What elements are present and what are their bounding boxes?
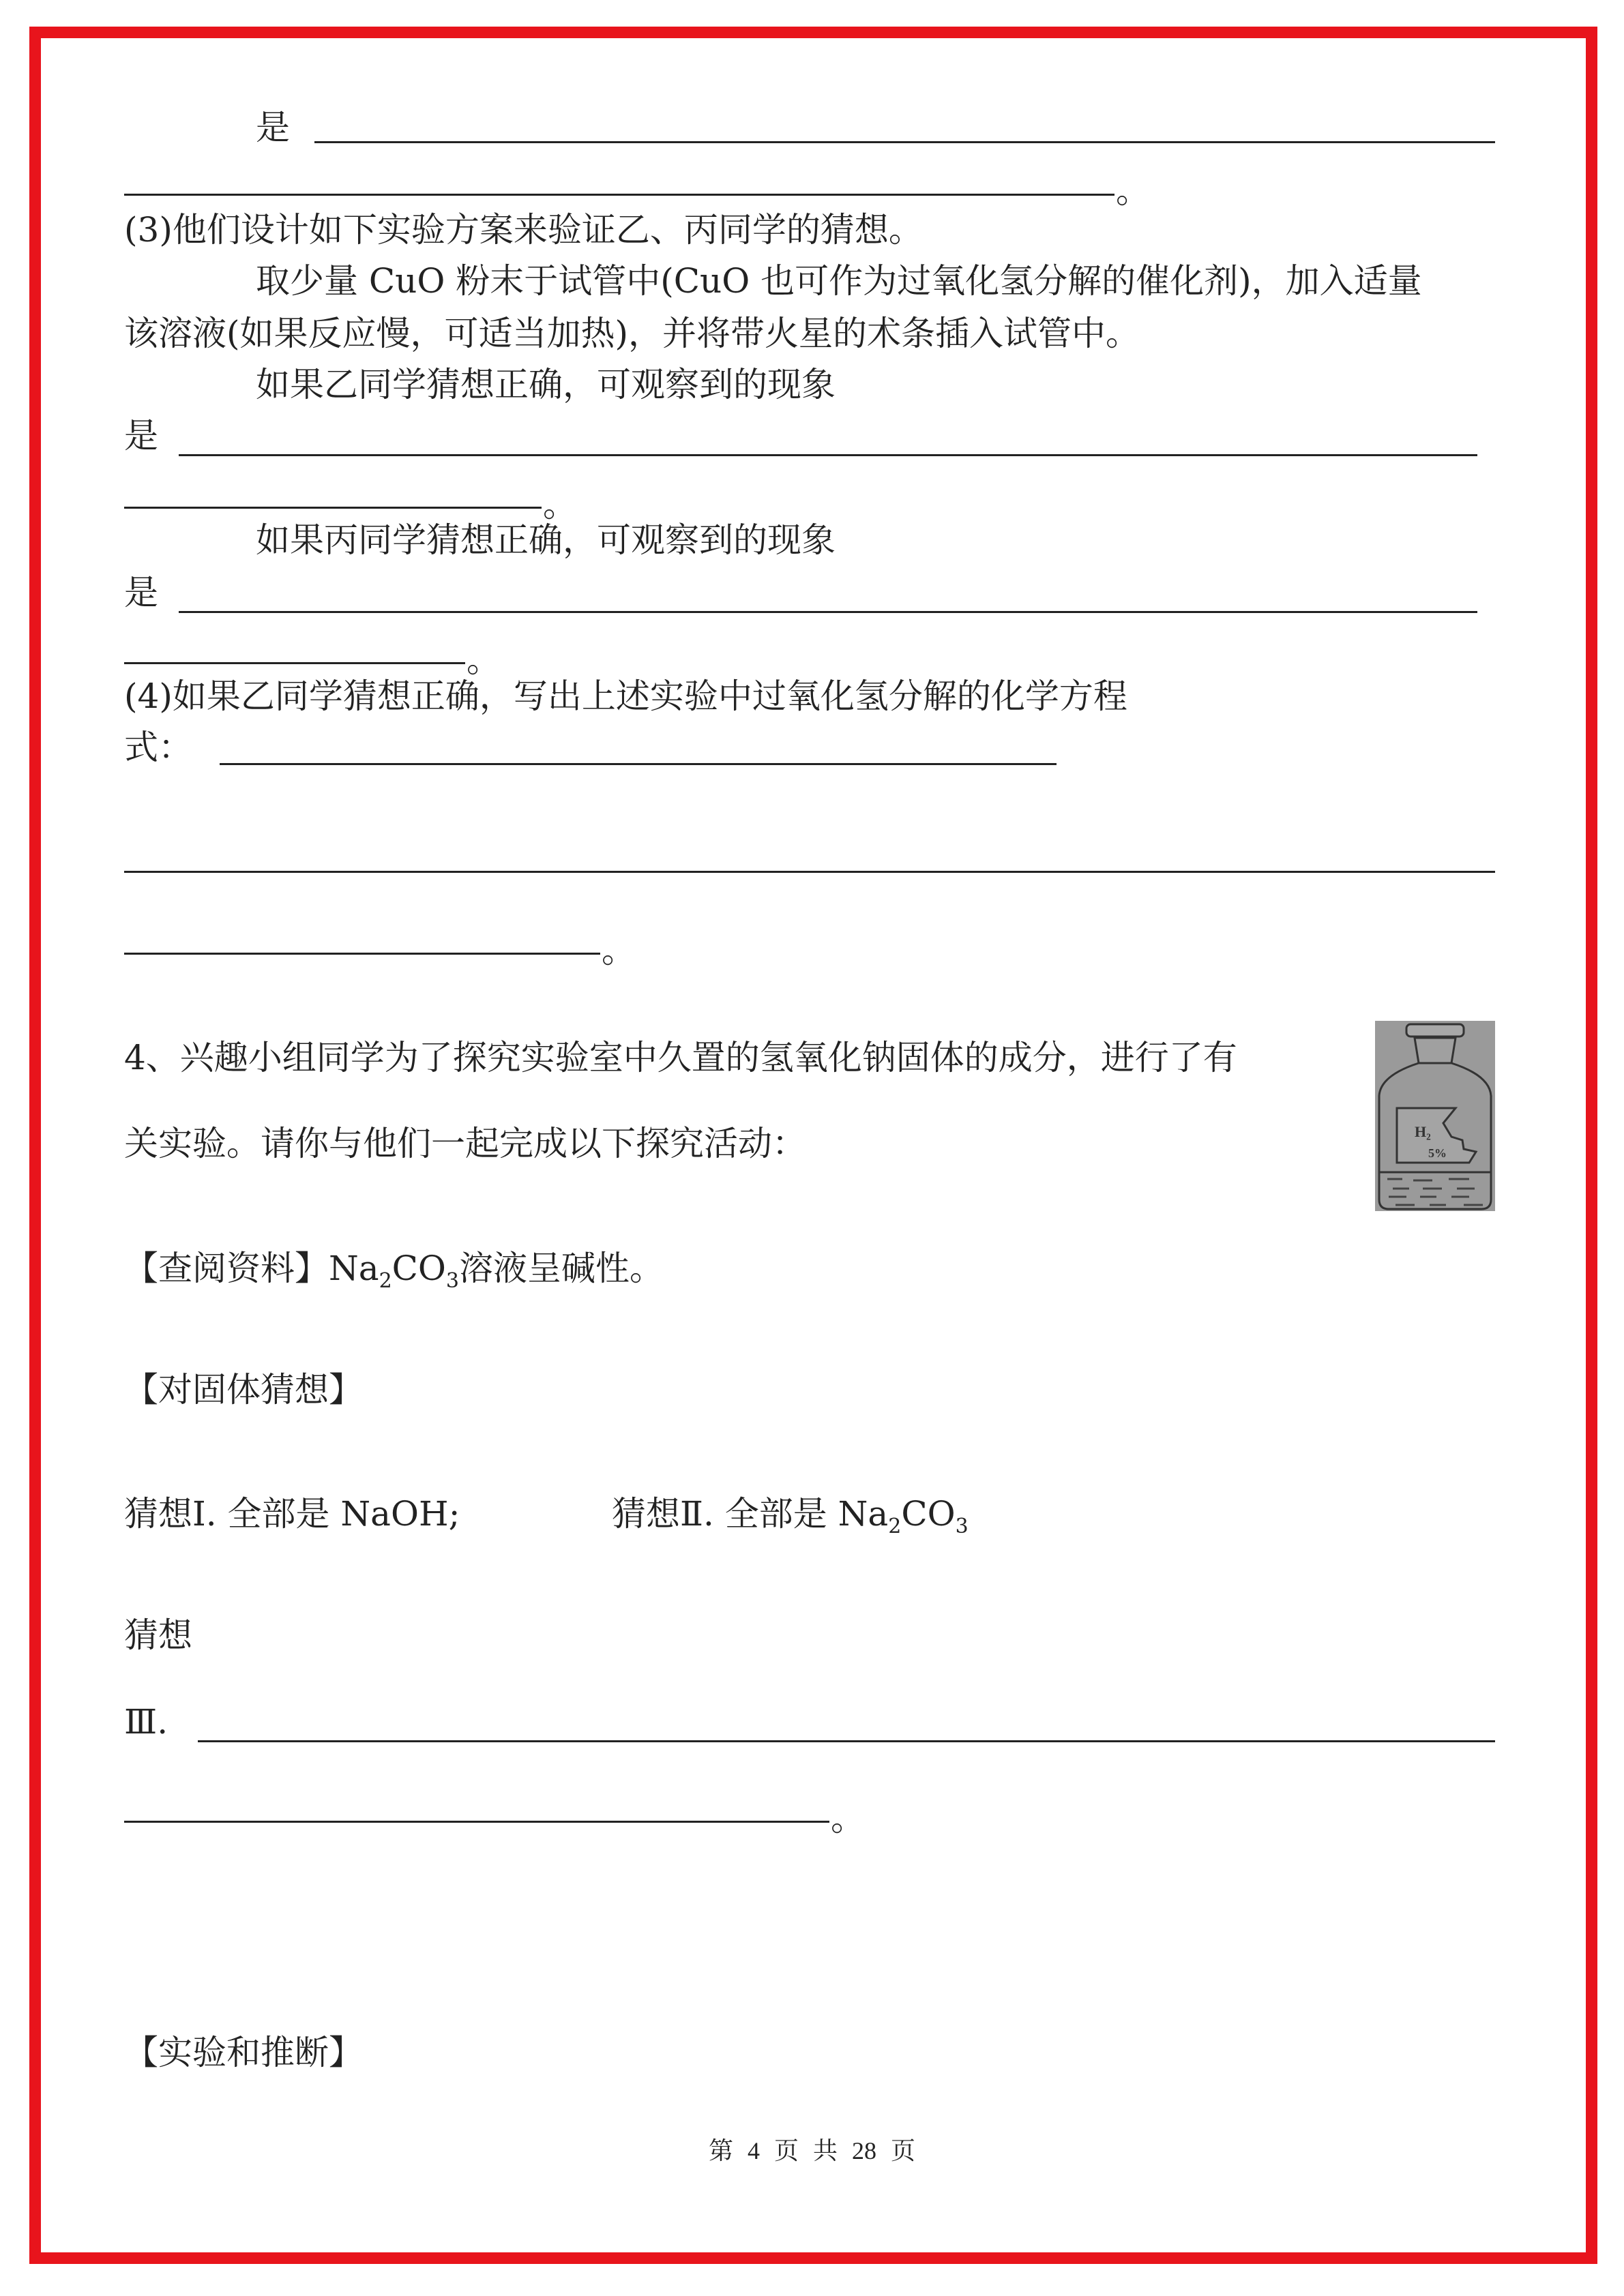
text: 如果丙同学猜想正确，可观察到的现象	[256, 520, 836, 560]
text: 是	[124, 573, 158, 612]
text: 是	[124, 416, 158, 456]
text: 。	[543, 485, 577, 524]
answer-blank	[179, 611, 1477, 613]
text: 式：	[124, 728, 192, 767]
answer-blank	[198, 1740, 1495, 1742]
answer-blank	[124, 953, 600, 955]
text: 关实验。请你与他们一起完成以下探究活动：	[124, 1124, 806, 1163]
text: 是	[256, 108, 290, 147]
svg-text:5%: 5%	[1428, 1146, 1447, 1160]
hypothesis-3: 猜想	[124, 1615, 192, 1655]
svg-text:H₂: H₂	[1415, 1123, 1431, 1140]
answer-blank	[124, 1821, 829, 1823]
text: 。	[602, 931, 636, 970]
answer-blank	[124, 662, 465, 664]
answer-blank	[124, 871, 1495, 873]
text: 取少量 CuO 粉末于试管中(CuO 也可作为过氧化氢分解的催化剂)，加入适量	[256, 261, 1422, 301]
question-3: (3)他们设计如下实验方案来验证乙、丙同学的猜想。	[124, 210, 923, 250]
text: 。	[467, 640, 501, 680]
hypothesis-2: 猜想Ⅱ. 全部是 $Na_2CO_3$	[612, 1494, 969, 1538]
answer-blank	[220, 763, 1057, 765]
text: 该溶液(如果反应慢，可适当加热)，并将带火星的术条插入试管中。	[124, 314, 1140, 353]
answer-blank	[124, 507, 542, 509]
question-4-stem: 4、兴趣小组同学为了探究实验室中久置的氢氧化钠固体的成分，进行了有	[124, 1038, 1237, 1077]
hypothesis-1: 猜想Ⅰ. 全部是 NaOH;	[124, 1494, 460, 1534]
text: 。	[1116, 171, 1150, 211]
reagent-bottle-image	[1375, 1021, 1495, 1211]
answer-blank	[124, 194, 1114, 196]
text: 。	[831, 1799, 865, 1838]
answer-blank	[314, 141, 1495, 143]
reference-note: 【查阅资料】$Na_2CO_3$溶液呈碱性。	[124, 1249, 664, 1293]
text: 如果乙同学猜想正确，可观察到的现象	[256, 365, 836, 404]
section-heading: 【实验和推断】	[124, 2033, 363, 2072]
section-heading: 【对固体猜想】	[124, 1370, 363, 1410]
page-footer: 第 4 页 共 28 页	[708, 2137, 915, 2164]
text: Ⅲ.	[124, 1702, 168, 1742]
question-4: (4)如果乙同学猜想正确，写出上述实验中过氧化氢分解的化学方程	[124, 676, 1127, 716]
answer-blank	[179, 454, 1477, 456]
